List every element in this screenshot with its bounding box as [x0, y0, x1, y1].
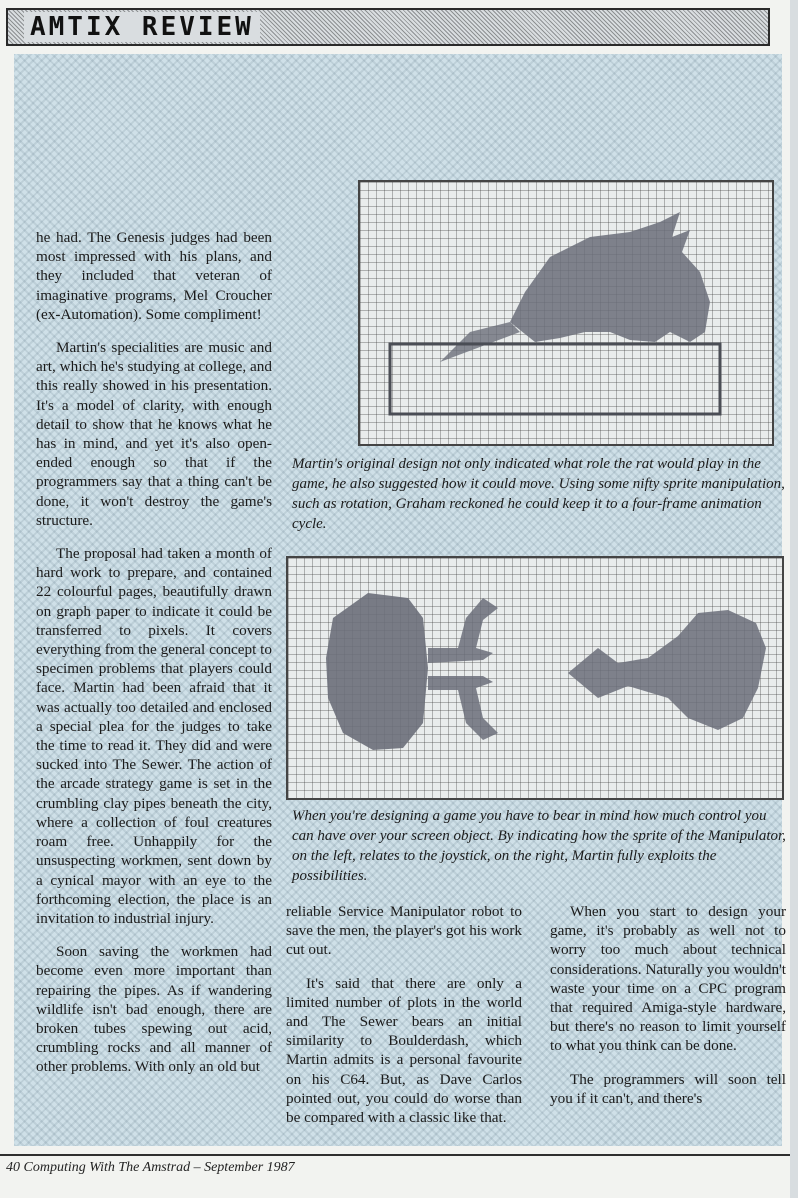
header-banner [6, 8, 770, 46]
rat-body [510, 212, 710, 342]
rat-design-figure [358, 180, 774, 446]
paragraph: he had. The Genesis judges had been most impressed with his plans, and they included that veteran of imaginative programs, Mel Croucher (ex-Automation). Some compliment! [36, 229, 272, 323]
manipulator-figure [286, 556, 784, 800]
rat-sprite-illustration [360, 182, 772, 444]
paragraph: Martin's specialities are music and art, which he's studying at college, and this really showed in his presentation. It's a model of clarity, with enough detail to show that he knows what he has in mind, and yet it's also open-ended enough so that if the programmers say that a thing can't be done, it won't destroy the game's structure. [36, 339, 272, 529]
page-footer: 40 Computing With The Amstrad – September 1987 [6, 1160, 295, 1175]
paragraph: The programmers will soon tell you if it can't, and there's [550, 1070, 786, 1107]
text-column-3 [550, 902, 786, 1122]
paragraph: reliable Service Manipulator robot to save the men, the player's got his work cut out. [286, 903, 522, 959]
text-column-2 [286, 902, 522, 1141]
header-title: AMTIX REVIEW [24, 12, 260, 42]
manipulator-sprite-illustration [288, 558, 782, 798]
caption-manipulator: When you're designing a game you have to bear in mind how much control you can have over your screen object. By indicating how the sprite of the Manipulator, on the left, relates to the joystick, on the right, Martin fully exploits the possibilities. [292, 808, 786, 884]
manipulator-upper-claw [428, 598, 498, 663]
paragraph: The proposal had taken a month of hard work to prepare, and contained 22 colourful pages, beautifully drawn on graph paper to indicate it could be transferred to pixels. It covers everything from the general concept to specimen problems that players could face. Martin had been afraid that it was actually too detailed and enclosed a special plea for the judges to take the time to read it. They did and were sucked into The Sewer. The action of the arcade strategy game is set in the crumbling clay pipes beneath the city, where a collection of foul creatures roam free. Unhappily for the unsuspecting workmen, sent down by a cynical mayor with an eye to the forthcoming election, the place is an invitation to industrial injury. [36, 545, 272, 927]
footer-rule [0, 1154, 790, 1156]
paragraph: Soon saving the workmen had become even more important than repairing the pipes. As if wandering wildlife isn't bad enough, there are broken tubes spewing out acid, crumbling rocks and all manner of other problems. With only an old but [36, 943, 272, 1076]
paragraph: When you start to design your game, it's probably as well not to worry too much about technical considerations. Naturally you wouldn't waste your time on a CPC program that required Amiga-style hardware, but there's no reason to limit yourself to what you think can be done. [550, 903, 786, 1055]
manipulator-lower-claw [428, 676, 498, 740]
rat-tail [440, 322, 520, 362]
paragraph: It's said that there are only a limited number of plots in the world and The Sewer bears an initial similarity to Boulderdash, which Martin admits is a personal favourite on his C64. But, as Dave Carlos pointed out, you could do worse than be compared with a classic like that. [286, 974, 522, 1127]
pipe-ledge [390, 344, 720, 414]
joystick-sprite [568, 610, 766, 730]
caption-rat: Martin's original design not only indicated what role the rat would play in the game, he also suggested how it could move. Using some nifty sprite manipulation, such as rotation, Graham reckoned he could keep it to a four-frame animation cycle. [292, 456, 785, 532]
manipulator-sprite [326, 593, 428, 750]
text-column-1 [36, 228, 272, 1091]
